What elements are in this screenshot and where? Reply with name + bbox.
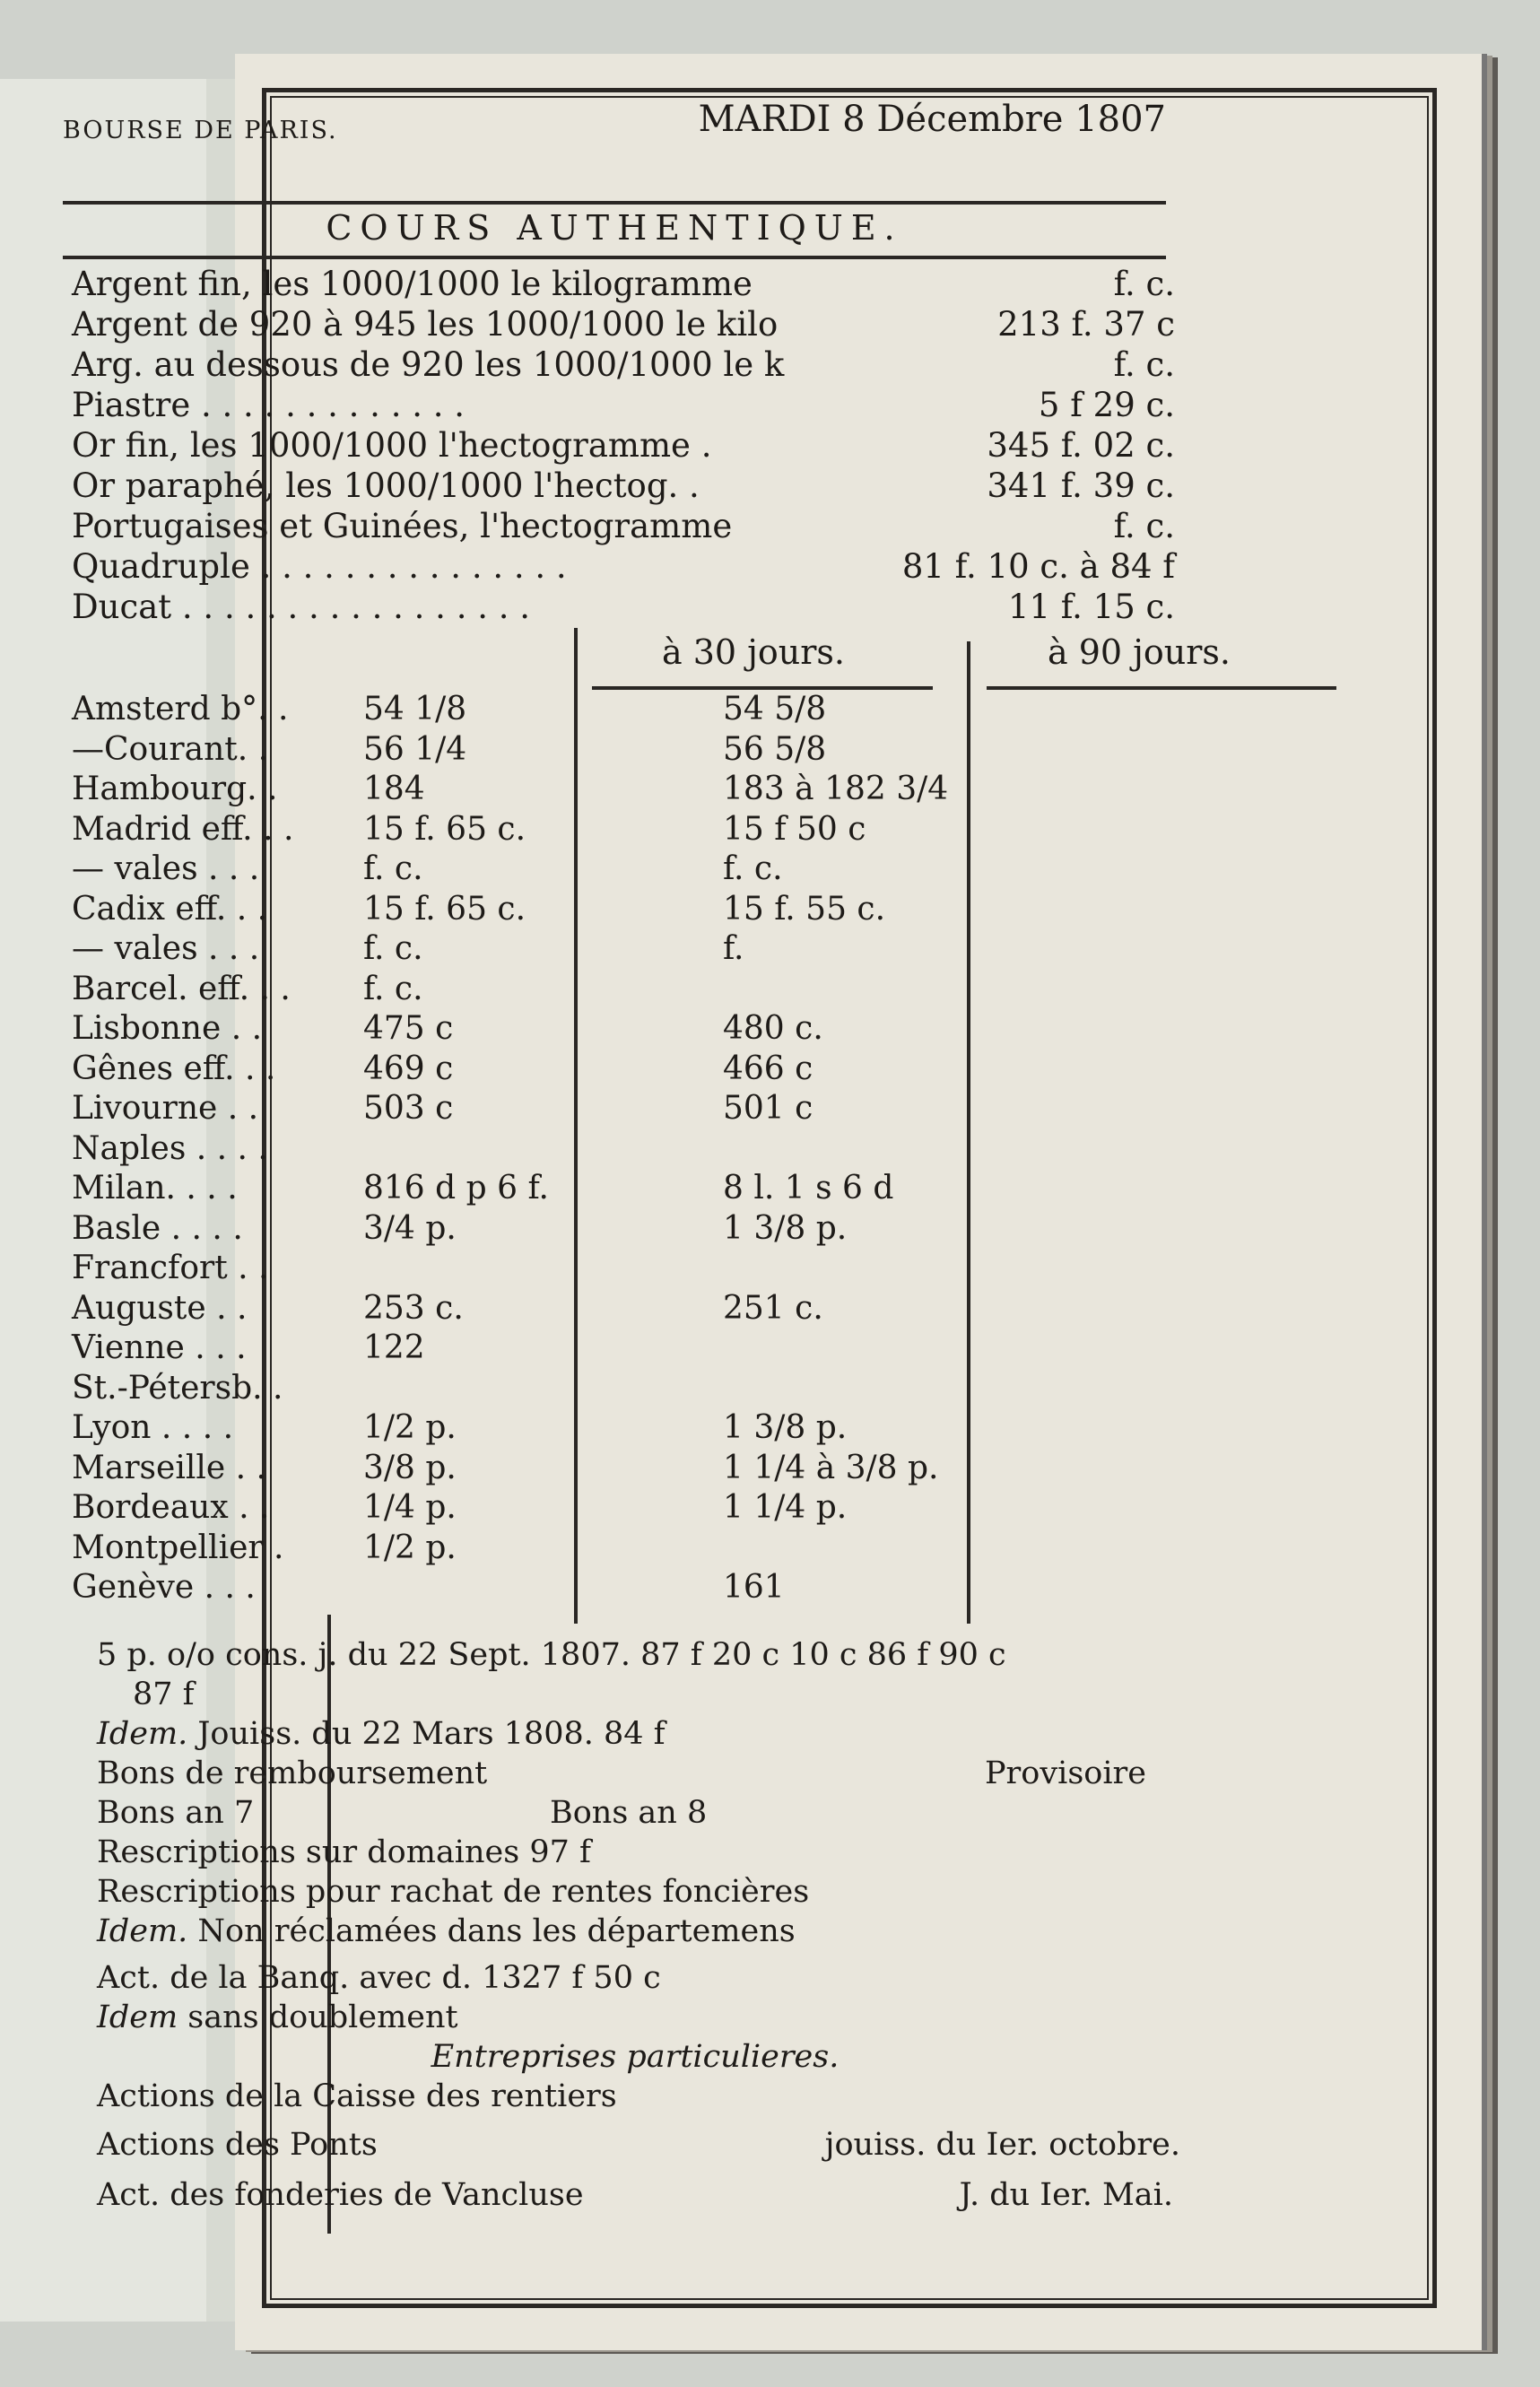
column-rule-30: [592, 686, 933, 690]
metal-row: [72, 305, 1175, 345]
rentes-row: [97, 1755, 1173, 1795]
place-name: — vales . . .: [72, 850, 260, 887]
ponts: Actions des Ponts: [97, 2127, 378, 2163]
metal-row: [72, 547, 1175, 588]
rate-30: 15 f. 65 c.: [363, 810, 526, 848]
table-row: [72, 971, 1175, 1011]
page-title: COURS AUTHENTIQUE.: [326, 208, 903, 248]
table-row: [72, 731, 1175, 771]
idem-rest: Jouiss. du 22 Mars 1808. 84 f: [197, 1716, 666, 1752]
rate-90: 480 c.: [723, 1010, 823, 1047]
rate-90: 8 l. 1 s 6 d: [723, 1170, 894, 1207]
metal-value: 11 f. 15 c.: [1007, 588, 1175, 626]
rate-90: 1 1/4 p.: [723, 1489, 848, 1526]
rate-90: 1 3/8 p.: [723, 1209, 848, 1247]
rate-30: 15 f. 65 c.: [363, 890, 526, 928]
table-row: [72, 1450, 1175, 1490]
rate-90: 15 f 50 c: [723, 810, 866, 848]
metal-row: [72, 345, 1175, 386]
table-row: [72, 1409, 1175, 1450]
rate-30: 503 c: [363, 1090, 454, 1127]
rate-90: 466 c: [723, 1050, 814, 1087]
table-row: [72, 1329, 1175, 1370]
metal-label: Argent fin, les 1000/1000 le kilogramme: [72, 265, 753, 303]
bourse-label: BOURSE DE PARIS.: [63, 117, 338, 144]
table-row: [72, 1010, 1175, 1050]
rate-90: 1 3/8 p.: [723, 1409, 848, 1446]
place-name: Barcel. eff. . .: [72, 970, 291, 1007]
table-row: [72, 1489, 1175, 1529]
table-row: [72, 1210, 1175, 1250]
table-row: [72, 1090, 1175, 1130]
table-row: [72, 1370, 1175, 1410]
place-name: Hambourg. .: [72, 771, 278, 807]
rate-90: 183 à 182 3/4: [723, 771, 949, 807]
place-name: Francfort . .: [72, 1250, 269, 1286]
metal-value: f. c.: [1113, 507, 1175, 545]
rate-90: 501 c: [723, 1090, 814, 1127]
place-name: Madrid eff. . .: [72, 810, 294, 848]
table-row: [72, 1130, 1175, 1171]
rate-30: 475 c: [363, 1010, 454, 1047]
rate-30: 184: [363, 771, 425, 807]
provisoire: Provisoire: [985, 1755, 1146, 1791]
idem-prefix: Idem.: [97, 1716, 188, 1752]
place-name: Marseille . .: [72, 1449, 266, 1486]
table-row: [72, 1250, 1175, 1290]
table-row: [72, 1529, 1175, 1570]
metal-label: Arg. au dessous de 920 les 1000/1000 le k: [72, 345, 785, 384]
rate-30: 54 1/8: [363, 691, 467, 727]
column-rule-90: [987, 686, 1336, 690]
rescr-rachat: Rescriptions pour rachat de rentes foncières: [97, 1874, 810, 1910]
rate-30: f. c.: [363, 970, 423, 1007]
page-header: [63, 99, 1166, 152]
rate-90: f. c.: [723, 850, 783, 887]
rate-90: 251 c.: [723, 1289, 823, 1327]
place-name: Gênes eff. . .: [72, 1050, 276, 1087]
metal-value: 213 f. 37 c: [997, 305, 1175, 344]
column-header-30: à 30 jours.: [661, 632, 846, 672]
rate-90: 15 f. 55 c.: [723, 890, 886, 928]
rentes-row: [97, 1677, 1173, 1716]
metal-value: 81 f. 10 c. à 84 f: [901, 547, 1175, 586]
rentes-row: [97, 1874, 1173, 1913]
place-name: Milan. . . .: [72, 1170, 238, 1207]
table-row: [72, 930, 1175, 971]
rentes-row: [97, 2127, 1180, 2166]
bons-an7: Bons an 7: [97, 1795, 255, 1831]
metal-row: [72, 426, 1175, 466]
rentes-row: [97, 1716, 1173, 1755]
idem2-prefix: Idem.: [97, 1913, 188, 1949]
table-row: [72, 1170, 1175, 1210]
rate-30: 816 d p 6 f.: [363, 1170, 549, 1207]
idem3-rest: sans doublement: [187, 1999, 458, 2035]
metal-row: [72, 386, 1175, 426]
metal-value: f. c.: [1113, 265, 1175, 303]
title-rule: [63, 256, 1166, 259]
table-row: [72, 1290, 1175, 1330]
idem2-rest: Non réclamées dans les départemens: [197, 1913, 796, 1949]
rate-90: 161: [723, 1569, 785, 1606]
bons-an8: Bons an 8: [550, 1795, 708, 1831]
rate-30: 56 1/4: [363, 730, 467, 768]
place-name: Bordeaux . .: [72, 1489, 270, 1526]
metal-label: Piastre . . . . . . . . . . . . .: [72, 386, 465, 424]
rentes-row: [97, 1795, 1173, 1834]
metal-value: 5 f 29 c.: [1038, 386, 1175, 424]
rentes-row: [97, 1834, 1173, 1874]
bons-remb: Bons de remboursement: [97, 1755, 488, 1791]
place-name: Cadix eff. . .: [72, 890, 268, 928]
rate-90: 56 5/8: [723, 730, 827, 768]
fonderies-right: J. du Ier. Mai.: [959, 2177, 1173, 2213]
rate-90: 54 5/8: [723, 691, 827, 727]
metal-value: 345 f. 02 c.: [987, 426, 1175, 465]
place-name: Lisbonne . .: [72, 1010, 263, 1047]
rate-30: f. c.: [363, 850, 423, 887]
place-name: Auguste . .: [72, 1289, 248, 1327]
metal-label: Or fin, les 1000/1000 l'hectogramme .: [72, 426, 712, 465]
rate-30: 3/8 p.: [363, 1449, 457, 1486]
rentes-row: [97, 1999, 1173, 2039]
place-name: Amsterd b°. .: [72, 691, 289, 727]
rate-90: f.: [723, 930, 744, 967]
rate-30: 122: [363, 1329, 425, 1366]
place-name: Vienne . . .: [72, 1329, 247, 1366]
table-row: [72, 1050, 1175, 1091]
rentes-row: [97, 2039, 1173, 2078]
metal-label: Ducat . . . . . . . . . . . . . . . . .: [72, 588, 531, 626]
place-name: Montpellier .: [72, 1529, 284, 1566]
table-row: [72, 1569, 1175, 1609]
table-row: [72, 691, 1175, 731]
place-name: — vales . . .: [72, 930, 260, 967]
caisse: Actions de la Caisse des rentiers: [97, 2078, 617, 2114]
act-banq: Act. de la Banq. avec d. 1327 f 50 c: [97, 1960, 661, 1996]
table-row: [72, 891, 1175, 931]
metal-row: [72, 466, 1175, 507]
table-row: [72, 771, 1175, 811]
metal-label: Argent de 920 à 945 les 1000/1000 le kilo: [72, 305, 779, 344]
metal-row: [72, 265, 1175, 305]
rate-30: 1/2 p.: [363, 1409, 457, 1446]
idem3-prefix: Idem: [97, 1999, 178, 2035]
place-name: Genève . . .: [72, 1569, 256, 1606]
table-row: [72, 850, 1175, 891]
exchange-table: [72, 691, 1175, 1609]
rentes-row: [97, 1960, 1173, 1999]
idem3-line: [97, 1999, 458, 2035]
header-rule: [63, 201, 1166, 205]
metal-label: Quadruple . . . . . . . . . . . . . . .: [72, 547, 567, 586]
rentes-row: [97, 1913, 1173, 1953]
metal-value: 341 f. 39 c.: [987, 466, 1175, 505]
column-header-90: à 90 jours.: [1047, 632, 1231, 672]
metal-value: f. c.: [1113, 345, 1175, 384]
cons-line: 5 p. o/o cons. j. du 22 Sept. 1807. 87 f 20 c 10 c 86 f 90 c: [97, 1637, 1006, 1673]
place-name: Lyon . . . .: [72, 1409, 234, 1446]
entreprises-heading: Entreprises particulieres.: [431, 2039, 840, 2075]
rate-30: 1/4 p.: [363, 1489, 457, 1526]
date-label: MARDI 8 Décembre 1807: [698, 99, 1166, 140]
metal-label: Portugaises et Guinées, l'hectogramme: [72, 507, 733, 545]
place-name: —Courant. .: [72, 730, 269, 768]
idem2-line: [97, 1913, 796, 1949]
idem-line: [97, 1716, 666, 1752]
fonderies: Act. des fonderies de Vancluse: [97, 2177, 584, 2213]
table-row: [72, 811, 1175, 851]
rate-30: f. c.: [363, 930, 423, 967]
rate-90: 1 1/4 à 3/8 p.: [723, 1449, 939, 1486]
rescr-dom: Rescriptions sur domaines 97 f: [97, 1834, 591, 1870]
rentes-section: [97, 1637, 1180, 2217]
rentes-row: [97, 1637, 1173, 1677]
metal-row: [72, 588, 1175, 628]
rate-30: 3/4 p.: [363, 1209, 457, 1247]
place-name: Naples . . . .: [72, 1129, 268, 1167]
metal-row: [72, 507, 1175, 547]
rentes-row: [97, 2078, 1173, 2118]
rate-30: 1/2 p.: [363, 1529, 457, 1566]
metals-list: [72, 265, 1175, 628]
rate-30: 469 c: [363, 1050, 454, 1087]
metal-label: Or paraphé, les 1000/1000 l'hectog. .: [72, 466, 700, 505]
rentes-row: [97, 2177, 1173, 2217]
place-name: Basle . . . .: [72, 1209, 243, 1247]
place-name: St.-Pétersb. .: [72, 1369, 283, 1407]
place-name: Livourne . .: [72, 1090, 259, 1127]
cons-cont: 87 f: [133, 1677, 195, 1712]
rate-30: 253 c.: [363, 1289, 464, 1327]
ponts-right: jouiss. du Ier. octobre.: [824, 2127, 1180, 2163]
